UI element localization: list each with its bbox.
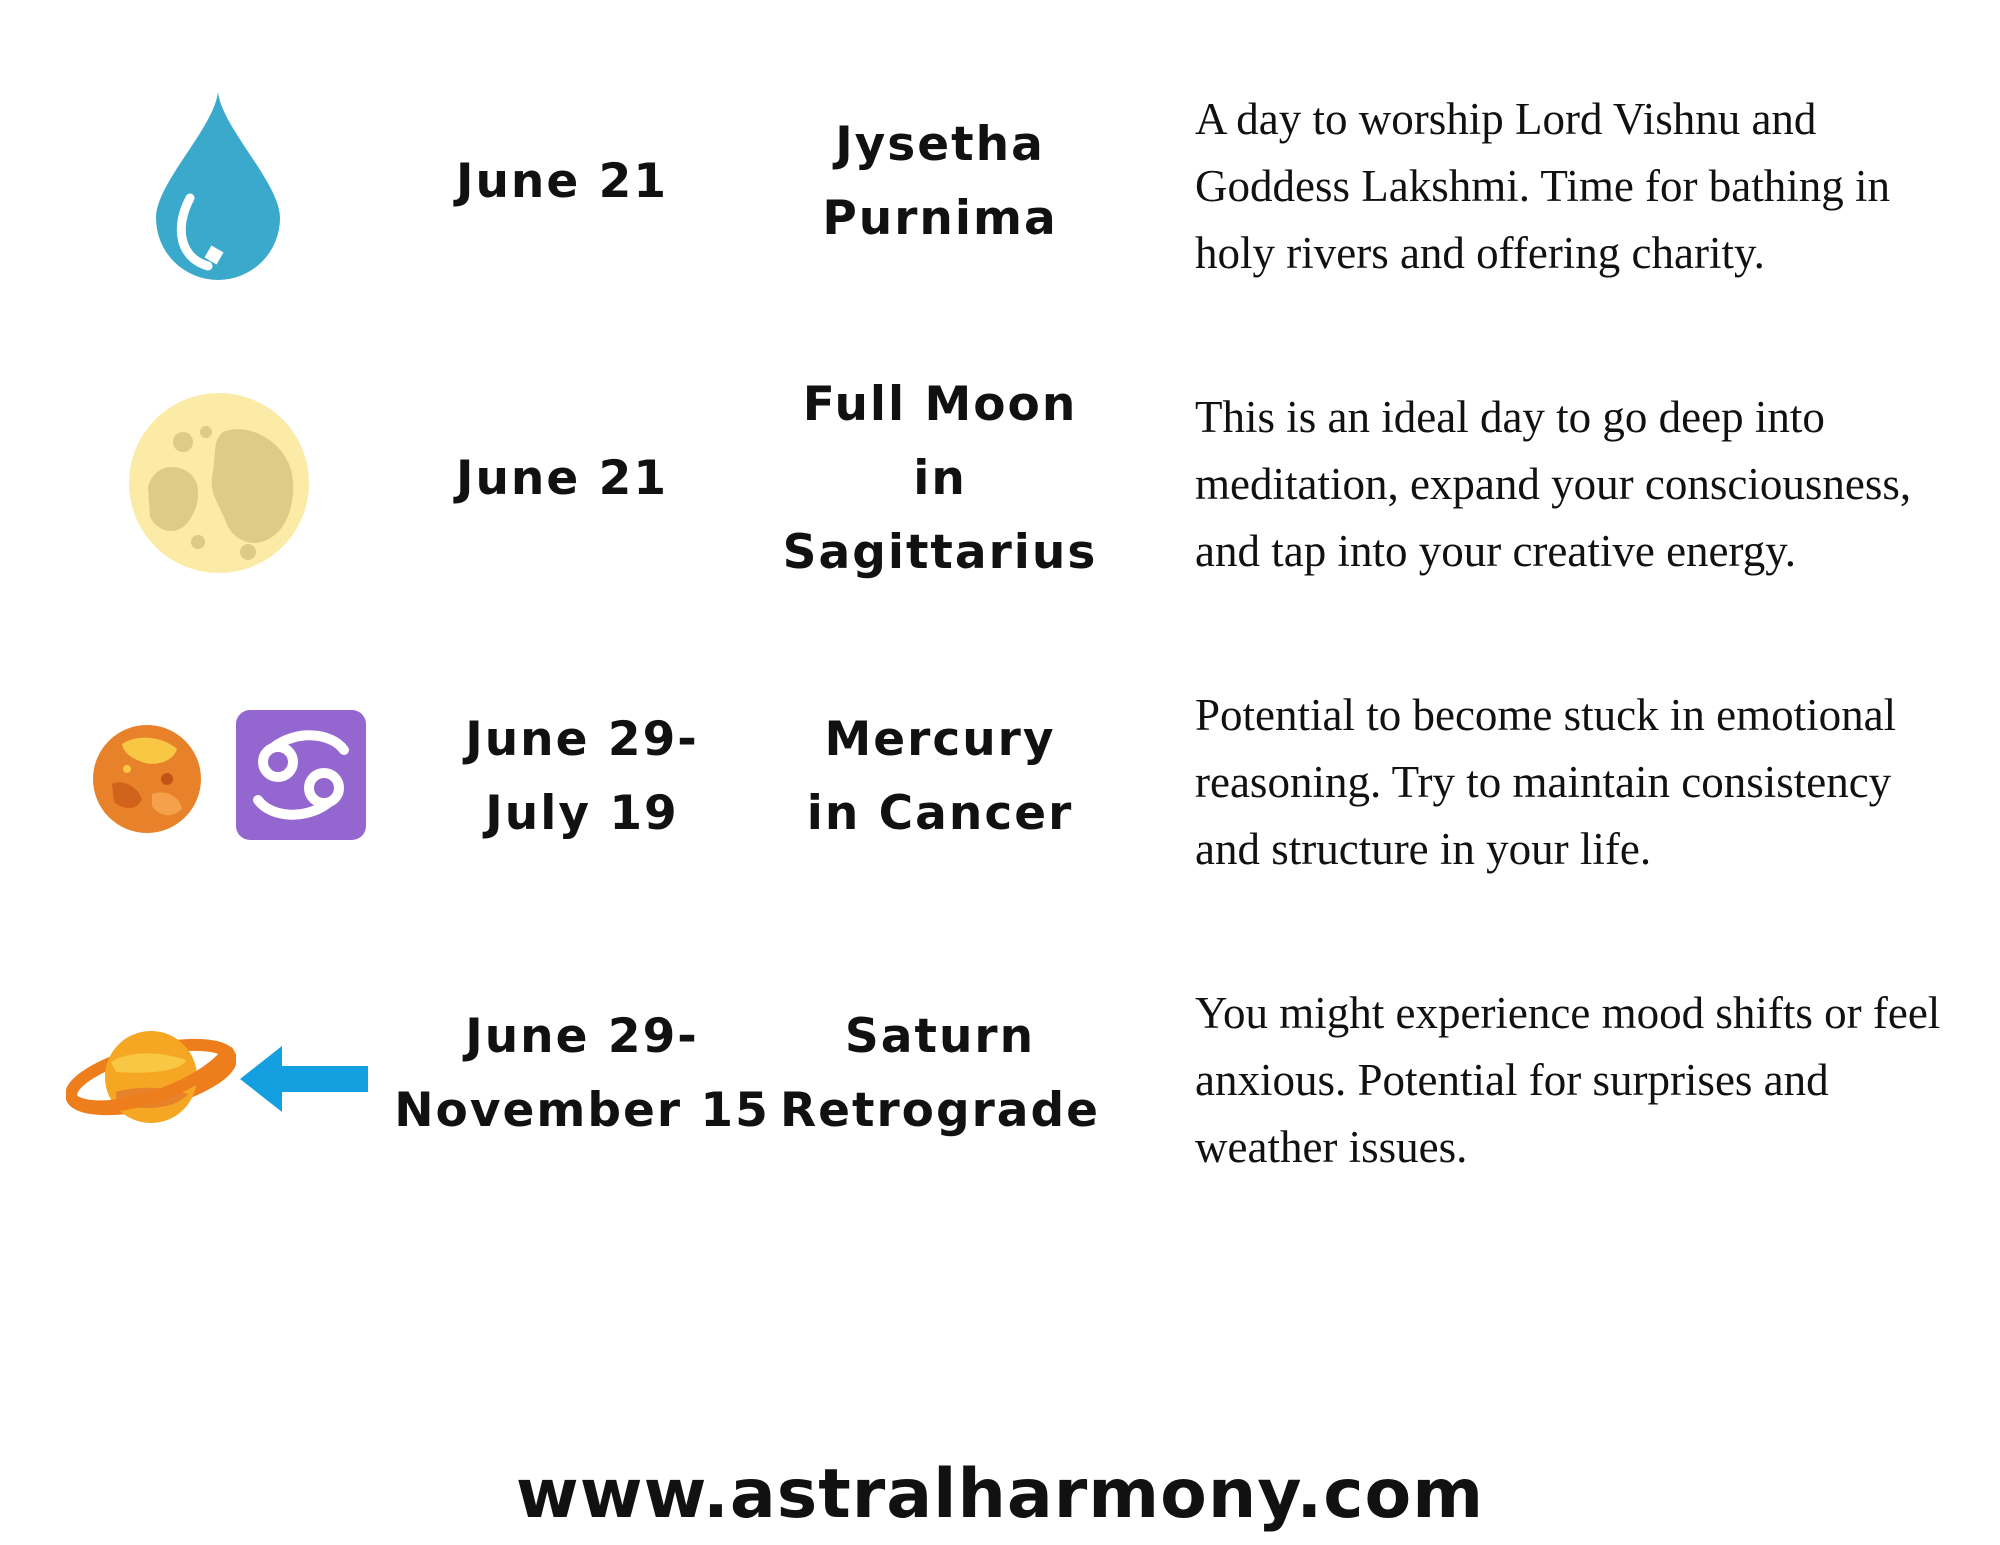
event-date: June 21 [455,154,669,209]
event-title: Jysetha Purnima [822,117,1058,246]
full-moon-icon [128,392,310,579]
website-link[interactable]: www.astralharmony.com [515,1455,1485,1534]
event-title: Full Moon in Sagittarius [782,377,1098,580]
event-date: June 29- November 15 [394,1009,770,1138]
saturn-ringed-planet-icon [66,1022,236,1137]
left-arrow-icon [240,1046,370,1117]
event-title: Mercury in Cancer [806,712,1074,841]
mercury-planet-icon [92,724,202,839]
event-title: Saturn Retrograde [779,1009,1101,1138]
cancer-zodiac-icon [236,710,366,845]
event-description: You might experience mood shifts or feel anxious. Potential for surprises and weather issues. [1195,988,1941,1172]
event-date: June 21 [455,451,669,506]
event-description: A day to worship Lord Vishnu and Goddess Lakshmi. Time for bathing in holy rivers and offering charity. [1195,94,1890,278]
event-date: June 29- July 19 [465,712,699,841]
event-description: Potential to become stuck in emotional reasoning. Try to maintain consistency and structure in your life. [1195,690,1897,874]
water-drop-icon [152,88,284,288]
event-description: This is an ideal day to go deep into meditation, expand your consciousness, and tap into your creative energy. [1195,392,1912,576]
